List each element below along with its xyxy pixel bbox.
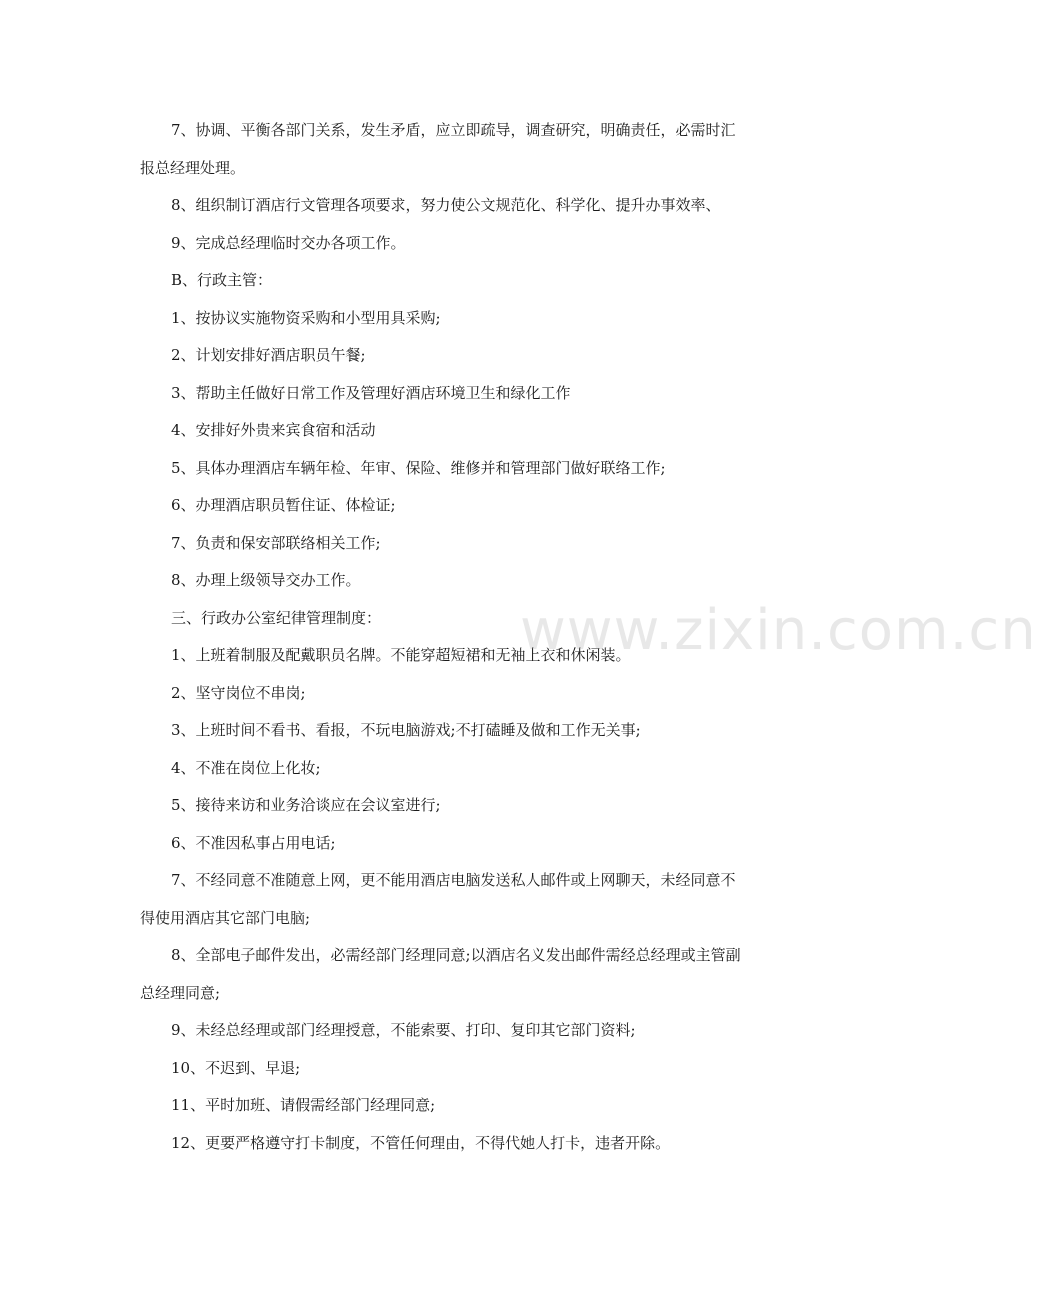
document-body xyxy=(140,112,780,1162)
watermark: www.zixin.com.cn xyxy=(520,598,1037,663)
text-line: 7、协调、平衡各部门关系，发生矛盾，应立即疏导，调查研究，明确责任，必需时汇 xyxy=(171,121,736,139)
text-line: 4、不准在岗位上化妆; xyxy=(171,758,321,777)
text-line: 2、计划安排好酒店职员午餐; xyxy=(171,346,366,364)
text-line: 12、更要严格遵守打卡制度，不管任何理由，不得代她人打卡，违者开除。 xyxy=(171,1133,671,1152)
text-line: 三、行政办公室纪律管理制度： xyxy=(171,608,382,627)
text-line: B、行政主管： xyxy=(171,271,273,289)
text-line: 3、上班时间不看书、看报，不玩电脑游戏;不打磕睡及做和工作无关事; xyxy=(171,721,641,739)
text-line: 7、负责和保安部联络相关工作; xyxy=(171,533,381,552)
text-line: 总经理同意; xyxy=(140,983,221,1002)
text-line: 5、接待来访和业务洽谈应在会议室进行; xyxy=(171,796,441,814)
text-line: 10、不迟到、早退; xyxy=(171,1058,301,1077)
text-line: 2、坚守岗位不串岗; xyxy=(171,683,306,702)
text-line: 9、未经总经理或部门经理授意，不能索要、打印、复印其它部门资料; xyxy=(171,1021,636,1039)
text-line: 5、具体办理酒店车辆年检、年审、保险、维修并和管理部门做好联络工作; xyxy=(171,458,666,477)
text-line: 报总经理处理。 xyxy=(140,158,246,177)
text-line: 6、办理酒店职员暂住证、体检证; xyxy=(171,496,396,514)
text-line: 1、按协议实施物资采购和小型用具采购; xyxy=(171,308,441,327)
text-line: 得使用酒店其它部门电脑; xyxy=(140,908,311,927)
text-line: 4、安排好外贵来宾食宿和活动 xyxy=(171,421,376,439)
text-line: 6、不准因私事占用电话; xyxy=(171,833,336,852)
text-line: 11、平时加班、请假需经部门经理同意; xyxy=(171,1096,436,1114)
text-line: 8、办理上级领导交办工作。 xyxy=(171,571,361,589)
text-line: 8、组织制订酒店行文管理各项要求，努力使公文规范化、科学化、提升办事效率、 xyxy=(171,196,721,214)
text-line: 8、全部电子邮件发出，必需经部门经理同意;以酒店名义发出邮件需经总经理或主管副 xyxy=(171,946,741,964)
text-line: 7、不经同意不准随意上网，更不能用酒店电脑发送私人邮件或上网聊天，未经同意不 xyxy=(171,871,736,889)
text-line: 9、完成总经理临时交办各项工作。 xyxy=(171,233,406,252)
text-line: 3、帮助主任做好日常工作及管理好酒店环境卫生和绿化工作 xyxy=(171,383,571,402)
text-line: 1、上班着制服及配戴职员名牌。不能穿超短裙和无袖上衣和休闲装。 xyxy=(171,646,631,664)
